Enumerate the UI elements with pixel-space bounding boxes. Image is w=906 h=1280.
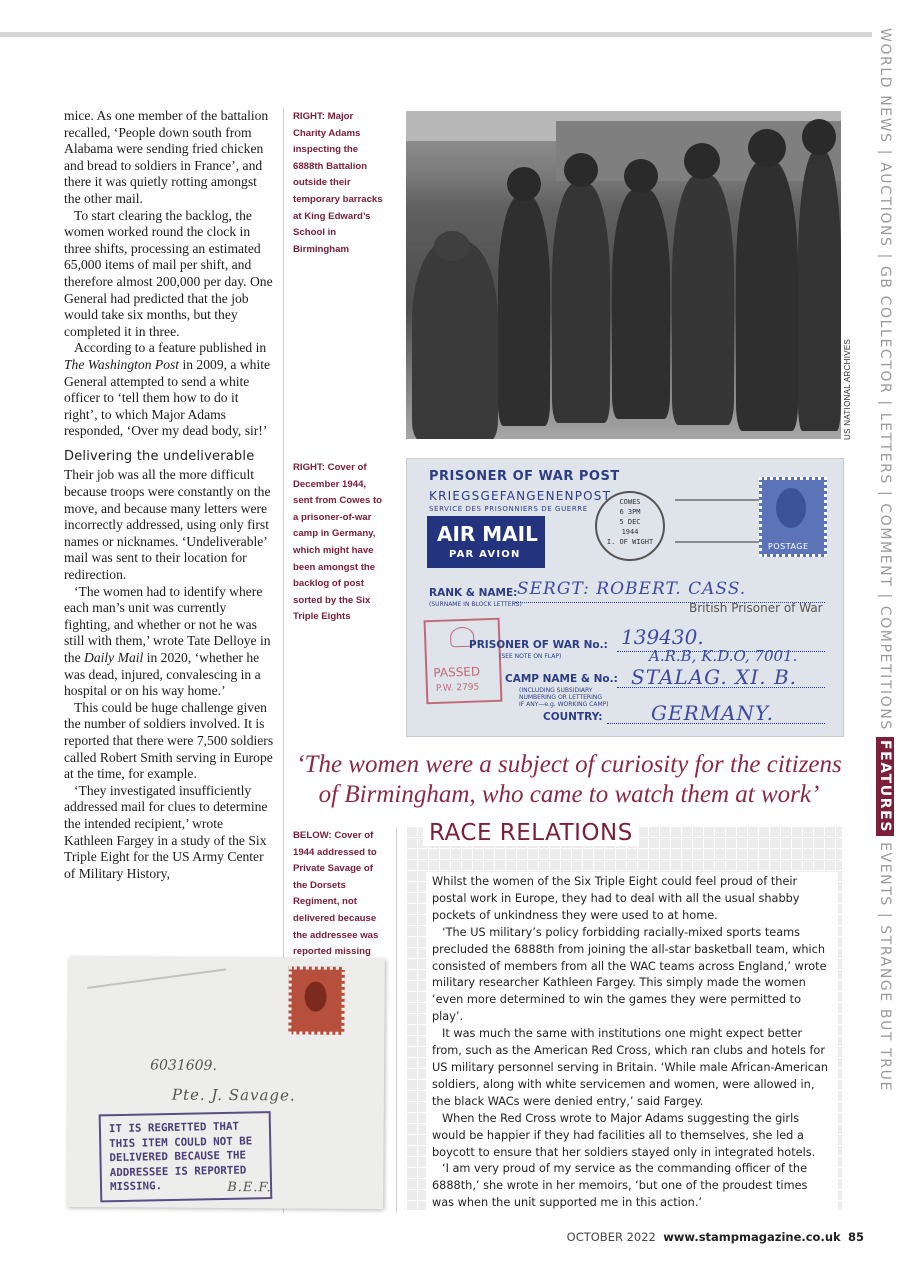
- page-footer: [567, 1230, 864, 1244]
- country-value: GERMANY.: [651, 701, 775, 725]
- camp-note: IF ANY—e.g. WORKING CAMP): [519, 701, 609, 708]
- paragraph: mice. As one member of the battalion recalled, ‘People down south from Alabama were sending fried chicken and bread to soldiers in France’, and there it was quietly rotting amongst the other mail.: [64, 108, 269, 206]
- publication-name: The Washington Post: [64, 356, 180, 372]
- rank-name-note: (SURNAME IN BLOCK LETTERS): [429, 601, 522, 608]
- savage-cover-image: [67, 957, 385, 1209]
- pull-quote: ‘The women were a subject of curiosity for the citizens of Birmingham, who came to watch them at work’: [296, 751, 842, 808]
- paragraph: Whilst the women of the Six Triple Eight could feel proud of their postal work in Europe, they had to deal with all the usual shabby pockets of unkindness they were used to at home.: [432, 875, 800, 922]
- column-divider: [396, 828, 397, 1213]
- photo-credit: US NATIONAL ARCHIVES: [843, 338, 852, 440]
- british-pow-text: British Prisoner of War: [689, 601, 823, 615]
- website-link[interactable]: www.stampmagazine.co.uk: [663, 1230, 841, 1244]
- postage-stamp: POSTAGE: [759, 477, 827, 557]
- photo-caption: RIGHT: Major Charity Adams inspecting the 6888th Battalion outside their temporary barracks at King Edward’s School in Birmingham: [293, 111, 383, 255]
- paragraph: According to a feature published in The Washington Post in 2009, a white General attempted to send a white officer to ‘tell them how to do it right’, to which Major Adams responded, ‘Over my dead body, sir!’: [64, 340, 271, 439]
- cancellation-lines: [675, 499, 767, 543]
- savage-cover-caption: BELOW: Cover of 1944 addressed to Private Savage of the Dorsets Regiment, not delivered because the addressee was reported missing: [293, 830, 379, 958]
- sidebar-title: RACE RELATIONS: [423, 820, 639, 846]
- rank-name-label: RANK & NAME:: [429, 587, 518, 599]
- pow-number-value: 139430.: [621, 625, 704, 649]
- section-nav: [866, 28, 896, 1092]
- body-text-column: [64, 108, 274, 882]
- pow-cover-caption: RIGHT: Cover of December 1944, sent from Cowes to a prisoner-of-war camp in Germany, which might have been amongst the backlog of post sorted by the Six Triple Eights: [293, 462, 383, 623]
- camp-note: (INCLUDING SUBSIDIARY: [519, 687, 593, 694]
- paragraph: ‘They investigated insufficiently addressed mail for clues to determine the intended recipient,’ wrote Kathleen Fargey in a study of the Six Triple Eight for the US Army Center of Military History,: [64, 782, 268, 881]
- sidebar-text: [426, 872, 838, 1216]
- section-nav-items[interactable]: EVENTS | STRANGE BUT TRUE: [877, 842, 893, 1092]
- section-nav-active[interactable]: FEATURES: [876, 737, 894, 836]
- paragraph: ‘The US military’s policy forbidding racially-mixed sports teams precluded the 6888th from joining the all-star basketball team, which consisted of members from all the WAC teams across England,’ wrote military researcher Kathleen Fargey. This simply made the women ‘even more determined to win the games they were permitted to play’.: [432, 925, 827, 1024]
- rank-name-value: SERGT: ROBERT. CASS.: [517, 579, 747, 599]
- section-nav-items[interactable]: WORLD NEWS | AUCTIONS | GB COLLECTOR | LETTERS | COMMENT | COMPETITIONS: [877, 28, 893, 731]
- postmark: COWES 6 3PM 5 DEC 1944 I. OF WIGHT: [595, 491, 665, 561]
- pow-number-note: (SEE NOTE ON FLAP): [499, 653, 562, 660]
- service-number: 6031609.: [150, 1057, 217, 1074]
- battalion-photo: [406, 111, 841, 439]
- camp-value: STALAG. XI. B.: [631, 665, 798, 689]
- airmail-label: AIR MAIL PAR AVION: [427, 516, 545, 568]
- undeliverable-stamp: IT IS REGRETTED THAT THIS ITEM COULD NOT BE DELIVERED BECAUSE THE ADDRESSEE IS REPORTED MISSING.: [99, 1111, 273, 1202]
- bef-text: B.E.F.: [227, 1180, 272, 1196]
- paragraph: ‘I am very proud of my service as the commanding officer of the 6888th,’ she wrote in her memoirs, ‘but one of the proudest times was when the unit supported me in this action.’: [432, 1162, 808, 1210]
- publication-name: Daily Mail: [84, 650, 144, 665]
- issue-date: OCTOBER 2022: [566, 1230, 656, 1244]
- country-label: COUNTRY:: [543, 711, 603, 723]
- paragraph: To start clearing the backlog, the women worked round the clock in three shifts, processing an estimated 65,000 items of mail per shift, and therefore almost 200,000 per day. One General had predicted that the job would take six months, but they completed it in three.: [64, 207, 273, 339]
- paragraph: Their job was all the more difficult because troops were constantly on the move, and because many letters were incorrectly addressed, using only first names or nicknames. ‘Undeliverable’ mail was sent to their location for redirection.: [64, 467, 271, 583]
- pow-number-label: PRISONER OF WAR No.:: [469, 639, 608, 651]
- camp-note: NUMBERING OR LETTERING: [519, 694, 602, 701]
- unit-value: A.R.B, K.D.O, 7001.: [649, 647, 798, 665]
- envelope-title: PRISONER OF WAR POST: [429, 469, 620, 484]
- page-number: 85: [847, 1230, 864, 1244]
- paragraph: This could be huge challenge given the number of soldiers involved. It is reported that there were 7,500 soldiers called Robert Smith serving in Europe at the time, for example.: [64, 699, 274, 782]
- paragraph: When the Red Cross wrote to Major Adams suggesting the girls would be happier if they had facilities all to themselves, she led a boycott to ensure that her soldiers stayed only in integrated hotels.: [432, 1111, 816, 1159]
- subheading: Delivering the undeliverable: [64, 448, 255, 464]
- camp-label: CAMP NAME & No.:: [505, 673, 618, 685]
- pow-cover-image: [406, 458, 844, 737]
- envelope-german-title: KRIEGSGEFANGENENPOST: [429, 489, 612, 503]
- envelope-french-title: SERVICE DES PRISONNIERS DE GUERRE: [429, 505, 588, 513]
- paragraph: ‘The women had to identify where each man’s unit was currently fighting, and whether or not he was still with them,’ wrote Tate Delloye in the Daily Mail in 2020, ‘whether he was dead, injured, convalescing in a hospital or on his way home.’: [64, 583, 271, 699]
- censor-stamp: PASSED P.W. 2795: [424, 618, 503, 705]
- paragraph: It was much the same with institutions one might expect better from, such as the American Red Cross, which ran clubs and hotels for US military personnel serving in Britain. ‘While male African-American soldiers, along with white servicemen and women, were allowed in, the black WACs were denied entry,’ said Fargey.: [432, 1027, 829, 1108]
- addressee-name: Pte. J. Savage.: [171, 1085, 296, 1105]
- top-rule: [0, 32, 872, 37]
- postage-stamp: [288, 966, 344, 1034]
